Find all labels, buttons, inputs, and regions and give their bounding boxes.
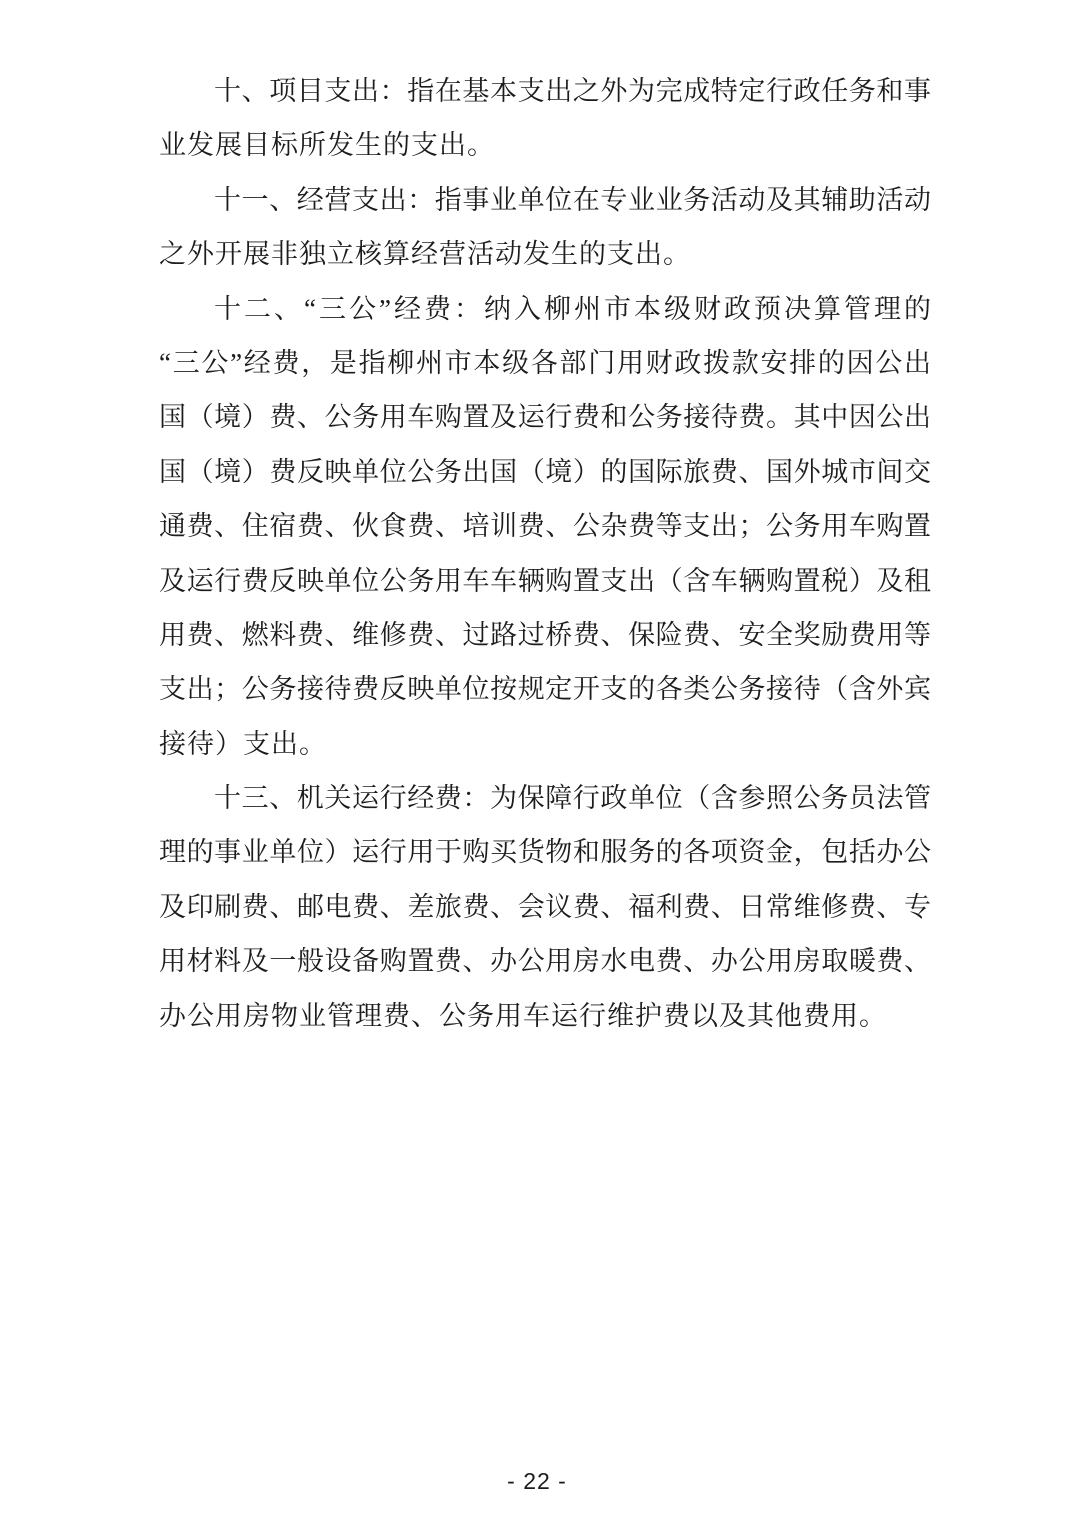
text-line: 支出；公务接待费反映单位按规定开支的各类公务接待（含外宾 bbox=[159, 674, 931, 705]
text-line: 国（境）费、公务用车购置及运行费和公务接待费。其中因公出 bbox=[159, 402, 931, 433]
text-line: 之外开展非独立核算经营活动发生的支出。 bbox=[159, 239, 691, 270]
text-line: 通费、住宿费、伙食费、培训费、公杂费等支出；公务用车购置 bbox=[159, 511, 931, 542]
text-line: 理的事业单位）运行用于购买货物和服务的各项资金，包括办公 bbox=[159, 837, 931, 868]
text-line: 办公用房物业管理费、公务用车运行维护费以及其他费用。 bbox=[159, 1000, 887, 1031]
text-line: 接待）支出。 bbox=[159, 728, 327, 759]
text-line: 十、项目支出：指在基本支出之外为完成特定行政任务和事 bbox=[214, 76, 931, 106]
text-line: 十一、经营支出：指事业单位在专业业务活动及其辅助活动 bbox=[214, 184, 931, 215]
page-number: - 22 - bbox=[507, 1468, 567, 1494]
page-footer bbox=[0, 1468, 1074, 1495]
text-line: 及运行费反映单位公务用车车辆购置支出（含车辆购置税）及租 bbox=[159, 565, 931, 596]
text-line: 业发展目标所发生的支出。 bbox=[159, 130, 495, 161]
document-body bbox=[159, 64, 931, 1043]
text-line: “三公”经费，是指柳州市本级各部门用财政拨款安排的因公出 bbox=[159, 347, 931, 378]
text-line: 用费、燃料费、维修费、过路过桥费、保险费、安全奖励费用等 bbox=[159, 619, 931, 650]
text-line: 十二、“三公”经费：纳入柳州市本级财政预决算管理的 bbox=[214, 293, 931, 324]
text-line: 及印刷费、邮电费、差旅费、会议费、福利费、日常维修费、专 bbox=[159, 891, 931, 922]
text-line: 十三、机关运行经费：为保障行政单位（含参照公务员法管 bbox=[214, 783, 931, 814]
text-line: 国（境）费反映单位公务出国（境）的国际旅费、国外城市间交 bbox=[159, 456, 931, 487]
text-line: 用材料及一般设备购置费、办公用房水电费、办公用房取暖费、 bbox=[159, 946, 931, 977]
